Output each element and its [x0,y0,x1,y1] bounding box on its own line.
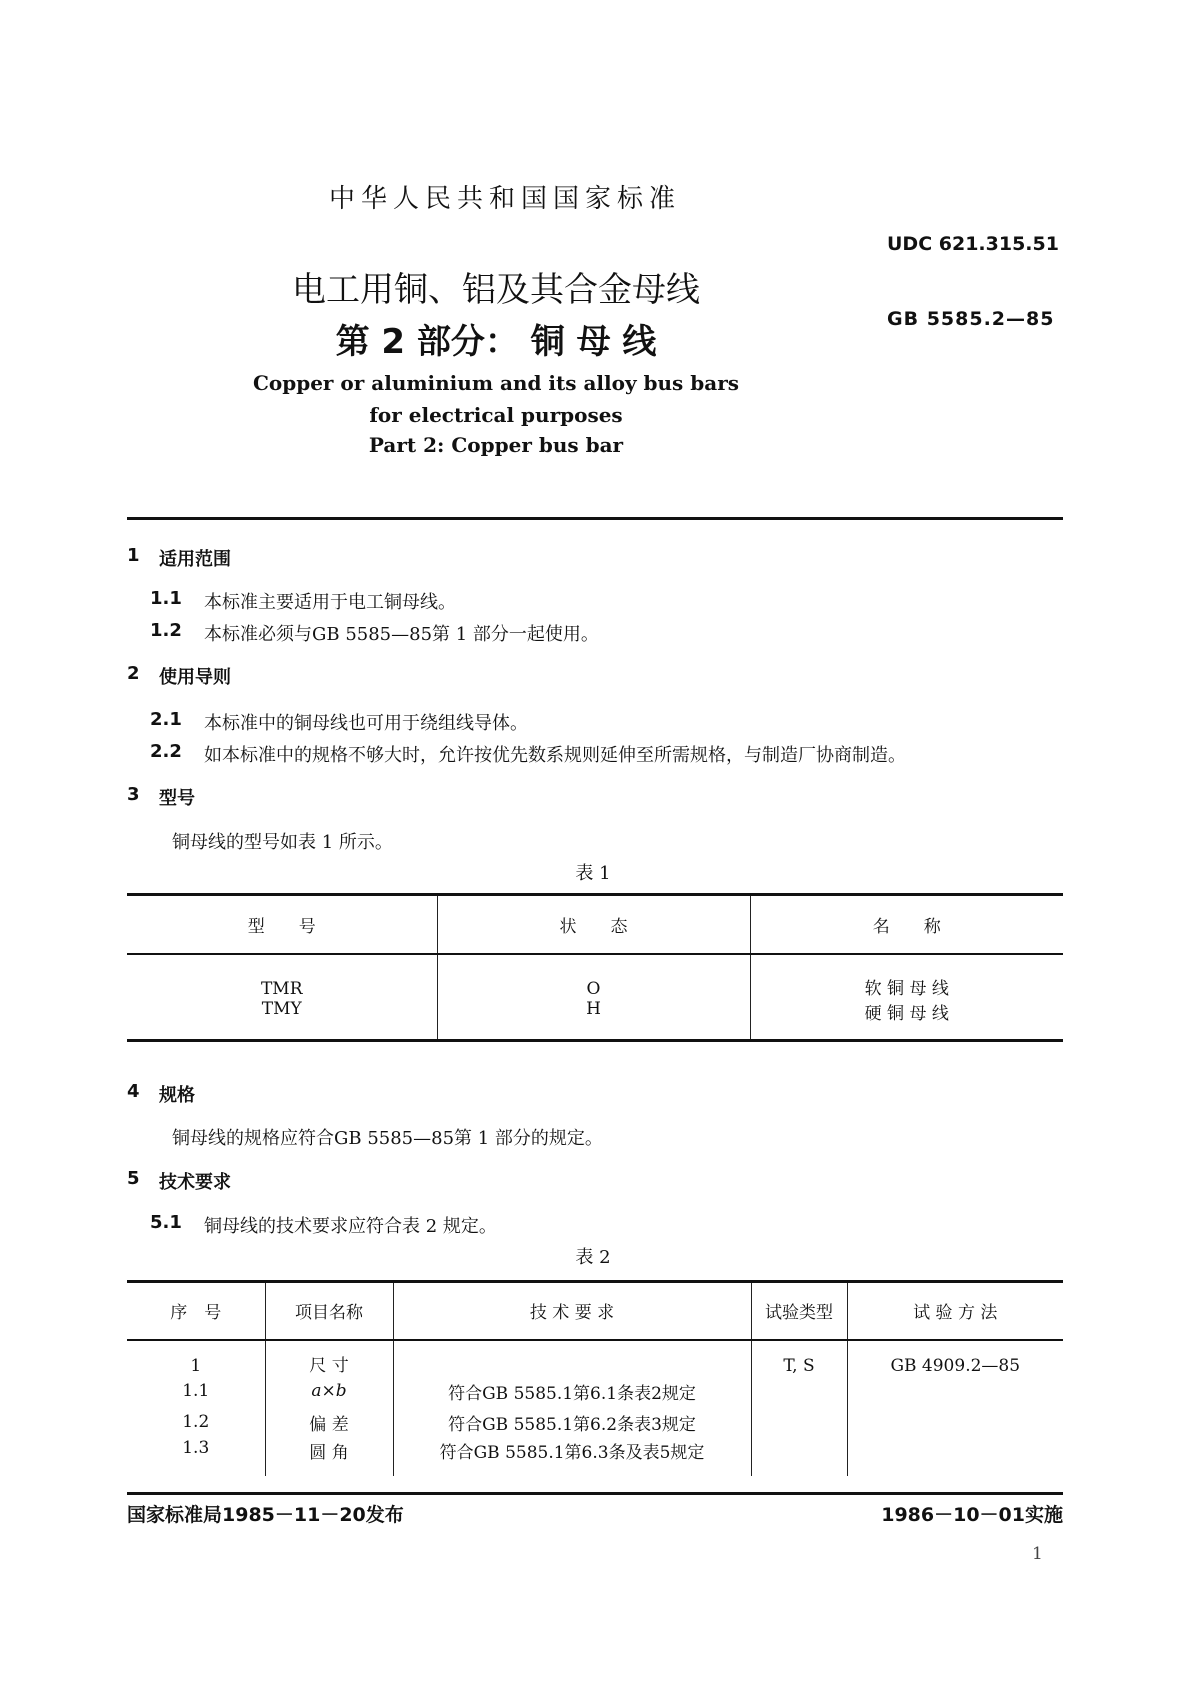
table2-cell: 1.3 [182,1437,210,1458]
item-num: 5.1 [150,1212,182,1233]
table2-header: 项目名称 [265,1282,393,1340]
table2-header: 序 号 [170,1303,222,1324]
table1-cell: H [437,999,750,1041]
table-2 [127,1280,1063,1476]
table2-cell [751,1376,847,1407]
table2-cell [847,1438,1063,1476]
item-text: 本标准必须与GB 5585—85第 1 部分一起使用。 [204,624,599,645]
section-2-num: 2 [127,663,140,684]
table2-cell [847,1376,1063,1407]
title-en-1: Copper or aluminium and its alloy bus bars [252,371,740,395]
section-2-title: 使用导则 [159,667,231,688]
header-rule [127,517,1063,520]
section-4-text: 铜母线的规格应符合GB 5585—85第 1 部分的规定。 [172,1128,603,1149]
table2-cell: 圆 角 [265,1438,393,1476]
title-en-3: Part 2: Copper bus bar [368,433,624,457]
item-text: 如本标准中的规格不够大时，允许按优先数系规则延伸至所需规格，与制造厂协商制造。 [204,745,906,766]
title-cn-1: 电工用铜、铝及其合金母线 [292,270,700,310]
table2-cell: 符合GB 5585.1第6.1条表2规定 [393,1376,751,1407]
item-num: 2.2 [150,741,182,762]
table2-cell: GB 4909.2—85 [847,1340,1063,1376]
table1-header: 状 态 [437,895,750,954]
item-text: 本标准中的铜母线也可用于绕组线导体。 [204,713,528,734]
table2-cell [393,1340,751,1376]
table2-cell: 1.2 [182,1412,210,1432]
section-3-num: 3 [127,784,140,805]
gb-code: GB 5585.2—85 [887,308,1055,330]
item-text: 本标准主要适用于电工铜母线。 [204,592,456,613]
table1-cell: O [437,954,750,999]
table2-cell: 尺 寸 [265,1340,393,1376]
effective-date: 1986－10－01实施 [881,1504,1063,1526]
page-number: 1 [1032,1544,1043,1564]
section-4-num: 4 [127,1081,140,1102]
section-1-title: 适用范围 [159,549,231,570]
footer-rule [127,1492,1063,1495]
table2-caption: 表 2 [575,1247,611,1268]
table2-cell: 符合GB 5585.1第6.2条表3规定 [393,1407,751,1438]
table2-cell: a×b [265,1376,393,1407]
item-num: 2.1 [150,709,182,730]
item-text: 铜母线的技术要求应符合表 2 规定。 [204,1216,497,1237]
table2-cell [847,1407,1063,1438]
issued-date: 国家标准局1985－11－20发布 [127,1504,404,1526]
section-4-title: 规格 [159,1085,195,1106]
item-num: 1.2 [150,620,182,641]
table1-cell: 硬 铜 母 线 [750,999,1063,1041]
section-3-title: 型号 [159,788,195,809]
section-5-title: 技术要求 [159,1172,231,1193]
table2-cell: 偏 差 [265,1407,393,1438]
table1-cell: 软 铜 母 线 [750,954,1063,999]
country-standard: 中华人民共和国国家标准 [328,184,682,214]
table-1 [127,893,1063,1042]
section-1-num: 1 [127,545,140,566]
table1-cell: TMR [260,978,303,999]
title-cn-2: 第 2 部分： 铜 母 线 [335,322,657,362]
table2-header: 试 验 方 法 [847,1282,1063,1340]
table1-caption: 表 1 [575,863,611,884]
table2-cell: 符合GB 5585.1第6.3条及表5规定 [393,1438,751,1476]
table2-cell [751,1407,847,1438]
section-5-num: 5 [127,1168,140,1189]
udc-code: UDC 621.315.51 [887,233,1059,255]
title-en-2: for electrical purposes [369,403,623,427]
section-3-text: 铜母线的型号如表 1 所示。 [172,832,393,853]
table2-cell: 1.1 [182,1381,210,1401]
table1-cell: TMY [261,998,302,1019]
table2-header: 试验类型 [751,1282,847,1340]
table2-header: 技 术 要 求 [393,1282,751,1340]
table2-cell: 1 [190,1355,202,1376]
item-num: 1.1 [150,588,182,609]
table1-header: 名 称 [750,895,1063,954]
table2-cell: T, S [751,1340,847,1376]
table1-header: 型 号 [247,916,316,937]
table2-cell [751,1438,847,1476]
